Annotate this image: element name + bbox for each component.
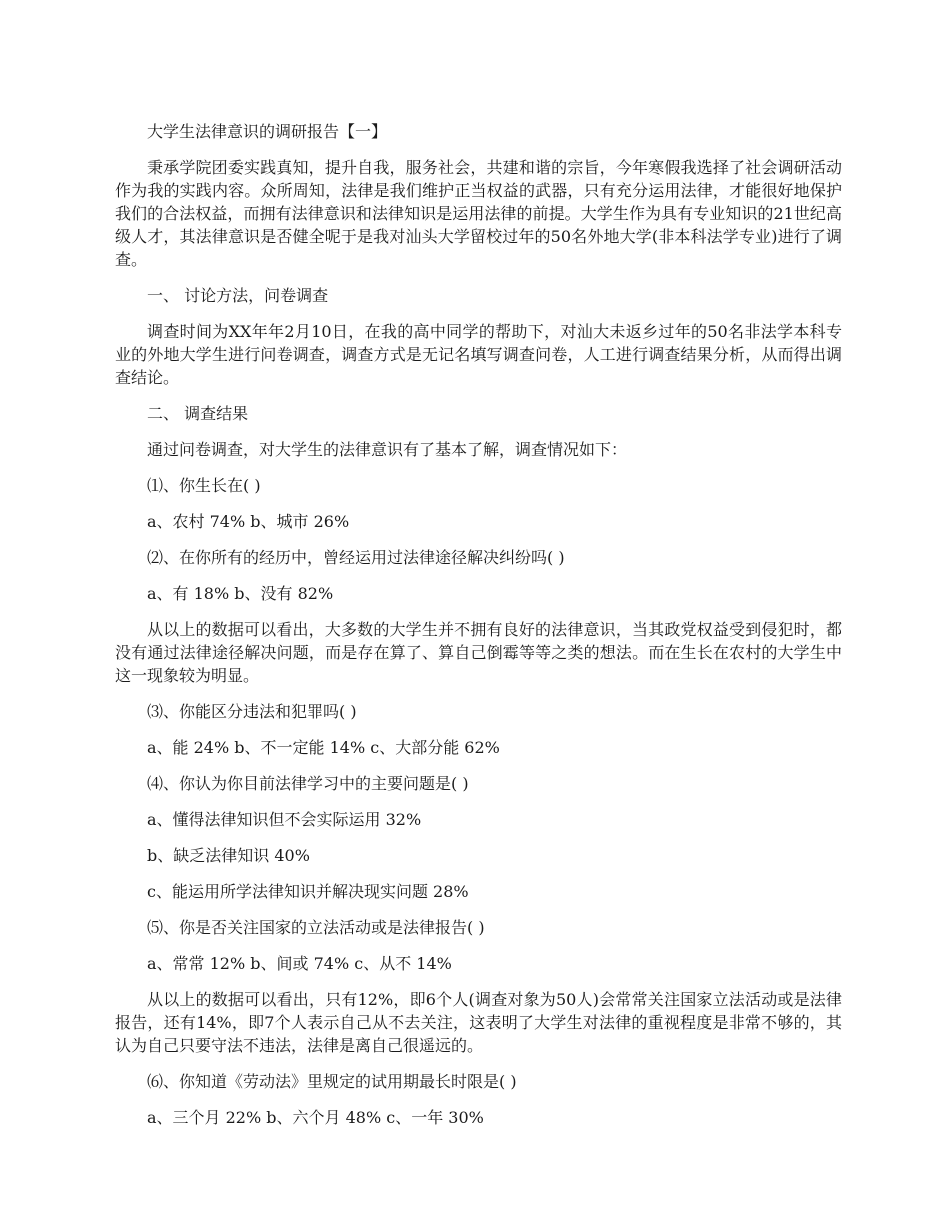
document-title: 大学生法律意识的调研报告【一】 [147,122,388,141]
analysis-paragraph-2: 从以上的数据可以看出，只有12%，即6个人(调查对象为50人)会常常关注国家立法活动或是法律报告，还有14%，即7个人表示自己从不去关注，这表明了大学生对法律的重视程度是非常不够的，其认为自己只要守法不违法，法律是离自己很遥远的。 [115,990,842,1055]
results-intro: 通过问卷调查，对大学生的法律意识有了基本了解，调查情况如下： [147,440,628,459]
intro-paragraph: 秉承学院团委实践真知，提升自我，服务社会，共建和谐的宗旨，今年寒假我选择了社会调研活动作为我的实践内容。众所周知，法律是我们维护正当权益的武器，只有充分运用法律，才能很好地保护我们的合法权益，而拥有法律意识和法律知识是运用法律的前提。大学生作为具有专业知识的21世纪高级人才，其法律意识是否健全呢于是我对汕头大学留校过年的50名外地大学(非本科法学专业)进行了调查。 [115,158,842,269]
question-3: ⑶、你能区分违法和犯罪吗( ) [147,702,357,721]
answer-6: a、三个月 22% b、六个月 48% c、一年 30% [147,1108,484,1127]
question-5: ⑸、你是否关注国家的立法活动或是法律报告( ) [147,918,485,937]
answer-5: a、常常 12% b、间或 74% c、从不 14% [147,954,452,973]
answer-4c: c、能运用所学法律知识并解决现实问题 28% [147,882,469,901]
answer-1: a、农村 74% b、城市 26% [147,512,350,531]
section-heading-method: 一、 讨论方法，问卷调查 [147,286,329,305]
answer-4b: b、缺乏法律知识 40% [147,846,310,865]
answer-3: a、能 24% b、不一定能 14% c、大部分能 62% [147,738,500,757]
question-4: ⑷、你认为你目前法律学习中的主要问题是( ) [147,774,469,793]
answer-4a: a、懂得法律知识但不会实际运用 32% [147,810,422,829]
question-6: ⑹、你知道《劳动法》里规定的试用期最长时限是( ) [147,1072,517,1091]
question-1: ⑴、你生长在( ) [147,476,261,495]
question-2: ⑵、在你所有的经历中，曾经运用过法律途径解决纠纷吗( ) [147,548,565,567]
analysis-paragraph-1: 从以上的数据可以看出，大多数的大学生并不拥有良好的法律意识，当其政党权益受到侵犯时，都没有通过法律途径解决问题，而是存在算了、算自己倒霉等等之类的想法。而在生长在农村的大学生中这一现象较为明显。 [115,620,842,685]
answer-2: a、有 18% b、没有 82% [147,584,334,603]
method-paragraph: 调查时间为XX年年2月10日，在我的高中同学的帮助下，对汕大未返乡过年的50名非法学本科专业的外地大学生进行问卷调查，调查方式是无记名填写调查问卷，人工进行调查结果分析，从而得出调查结论。 [115,322,842,387]
section-heading-results: 二、 调查结果 [147,404,249,423]
